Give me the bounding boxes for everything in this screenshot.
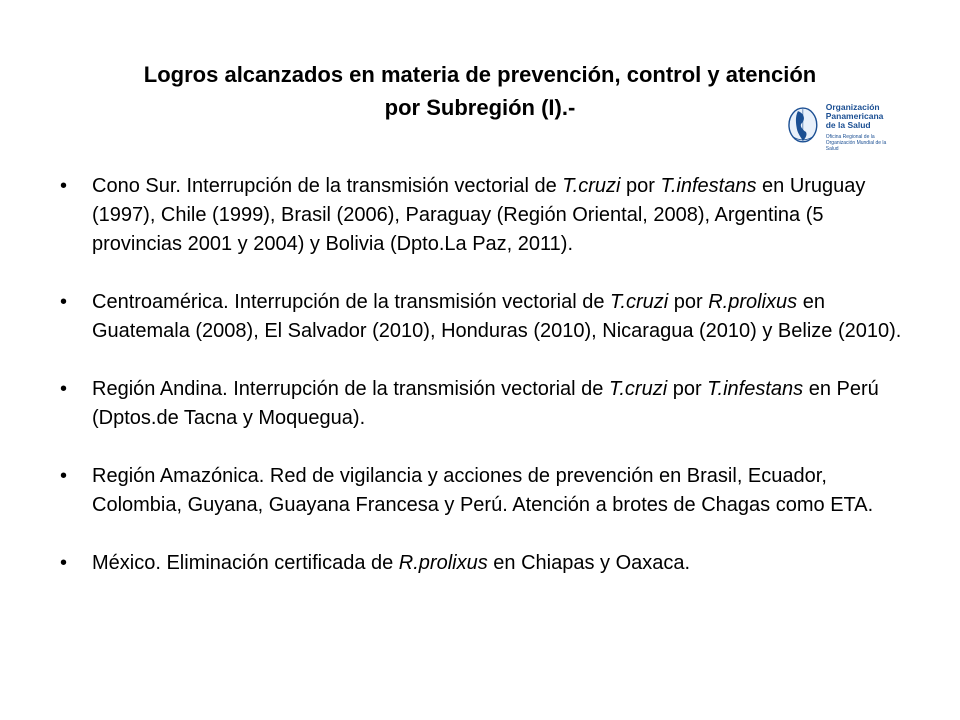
bullet-text: Centroamérica. Interrupción de la transmisión vectorial de (92, 291, 611, 313)
bullet-text: México. Eliminación certificada de (92, 552, 399, 574)
bullet-item (60, 375, 905, 433)
species-name: T.cruzi (610, 291, 669, 313)
species-name: R.prolixus (398, 552, 488, 574)
bullet-text: Región Amazónica. Red de vigilancia y acciones de prevención en Brasil, Ecuador, Colombia, Guyana, Guayana Francesa y Perú. Atención a brotes de Chagas como ETA. (92, 465, 874, 516)
bullet-text: por (668, 291, 709, 313)
species-name: T.infestans (707, 378, 804, 400)
paho-globe-logo-icon (784, 101, 822, 145)
logo-name-line-2: Panamericana (825, 111, 884, 121)
bullet-list (60, 172, 905, 607)
bullet-text: Cono Sur. Interrupción de la transmisión vectorial de (92, 175, 563, 197)
paho-logo (784, 101, 900, 152)
bullet-item (60, 172, 905, 259)
logo-sub-line-1: Oficina Regional de la (825, 134, 875, 140)
species-name: T.infestans (660, 175, 757, 197)
bullet-marker: • (60, 291, 68, 313)
logo-sub-line-2: Organización Mundial de la Salud (825, 140, 887, 152)
bullet-text: en Guatemala (2008), El Salvador (2010), Honduras (2010), Nicaragua (2010) y Belize (2010). (92, 291, 902, 342)
bullet-item (60, 462, 905, 520)
paho-logo-text (826, 103, 900, 152)
species-name: R.prolixus (708, 291, 798, 313)
slide-title-line-1: Logros alcanzados en materia de prevención, control y atención (143, 62, 817, 87)
bullet-marker: • (60, 378, 68, 400)
species-name: T.cruzi (608, 378, 668, 400)
bullet-text: por (620, 175, 661, 197)
bullet-text: por (667, 378, 708, 400)
bullet-item (60, 288, 905, 346)
bullet-text: en Chiapas y Oaxaca. (487, 552, 691, 574)
bullet-text: en Perú (Dptos.de Tacna y Moquegua). (92, 378, 879, 429)
bullet-item (60, 549, 905, 578)
species-name: T.cruzi (562, 175, 621, 197)
logo-name-line-1: Organización (825, 102, 880, 112)
bullet-text: en Uruguay (1997), Chile (1999), Brasil (2006), Paraguay (Región Oriental, 2008), Argentina (5 provincias 2001 y 2004) y Bolivia (Dpto.La Paz, 2011). (92, 175, 866, 255)
logo-name-line-3: de la Salud (825, 120, 871, 130)
slide-title-line-2: por Subregión (I).- (384, 95, 576, 120)
bullet-marker: • (60, 465, 68, 487)
bullet-text: Región Andina. Interrupción de la transmisión vectorial de (92, 378, 609, 400)
bullet-marker: • (60, 175, 68, 197)
bullet-marker: • (60, 552, 68, 574)
